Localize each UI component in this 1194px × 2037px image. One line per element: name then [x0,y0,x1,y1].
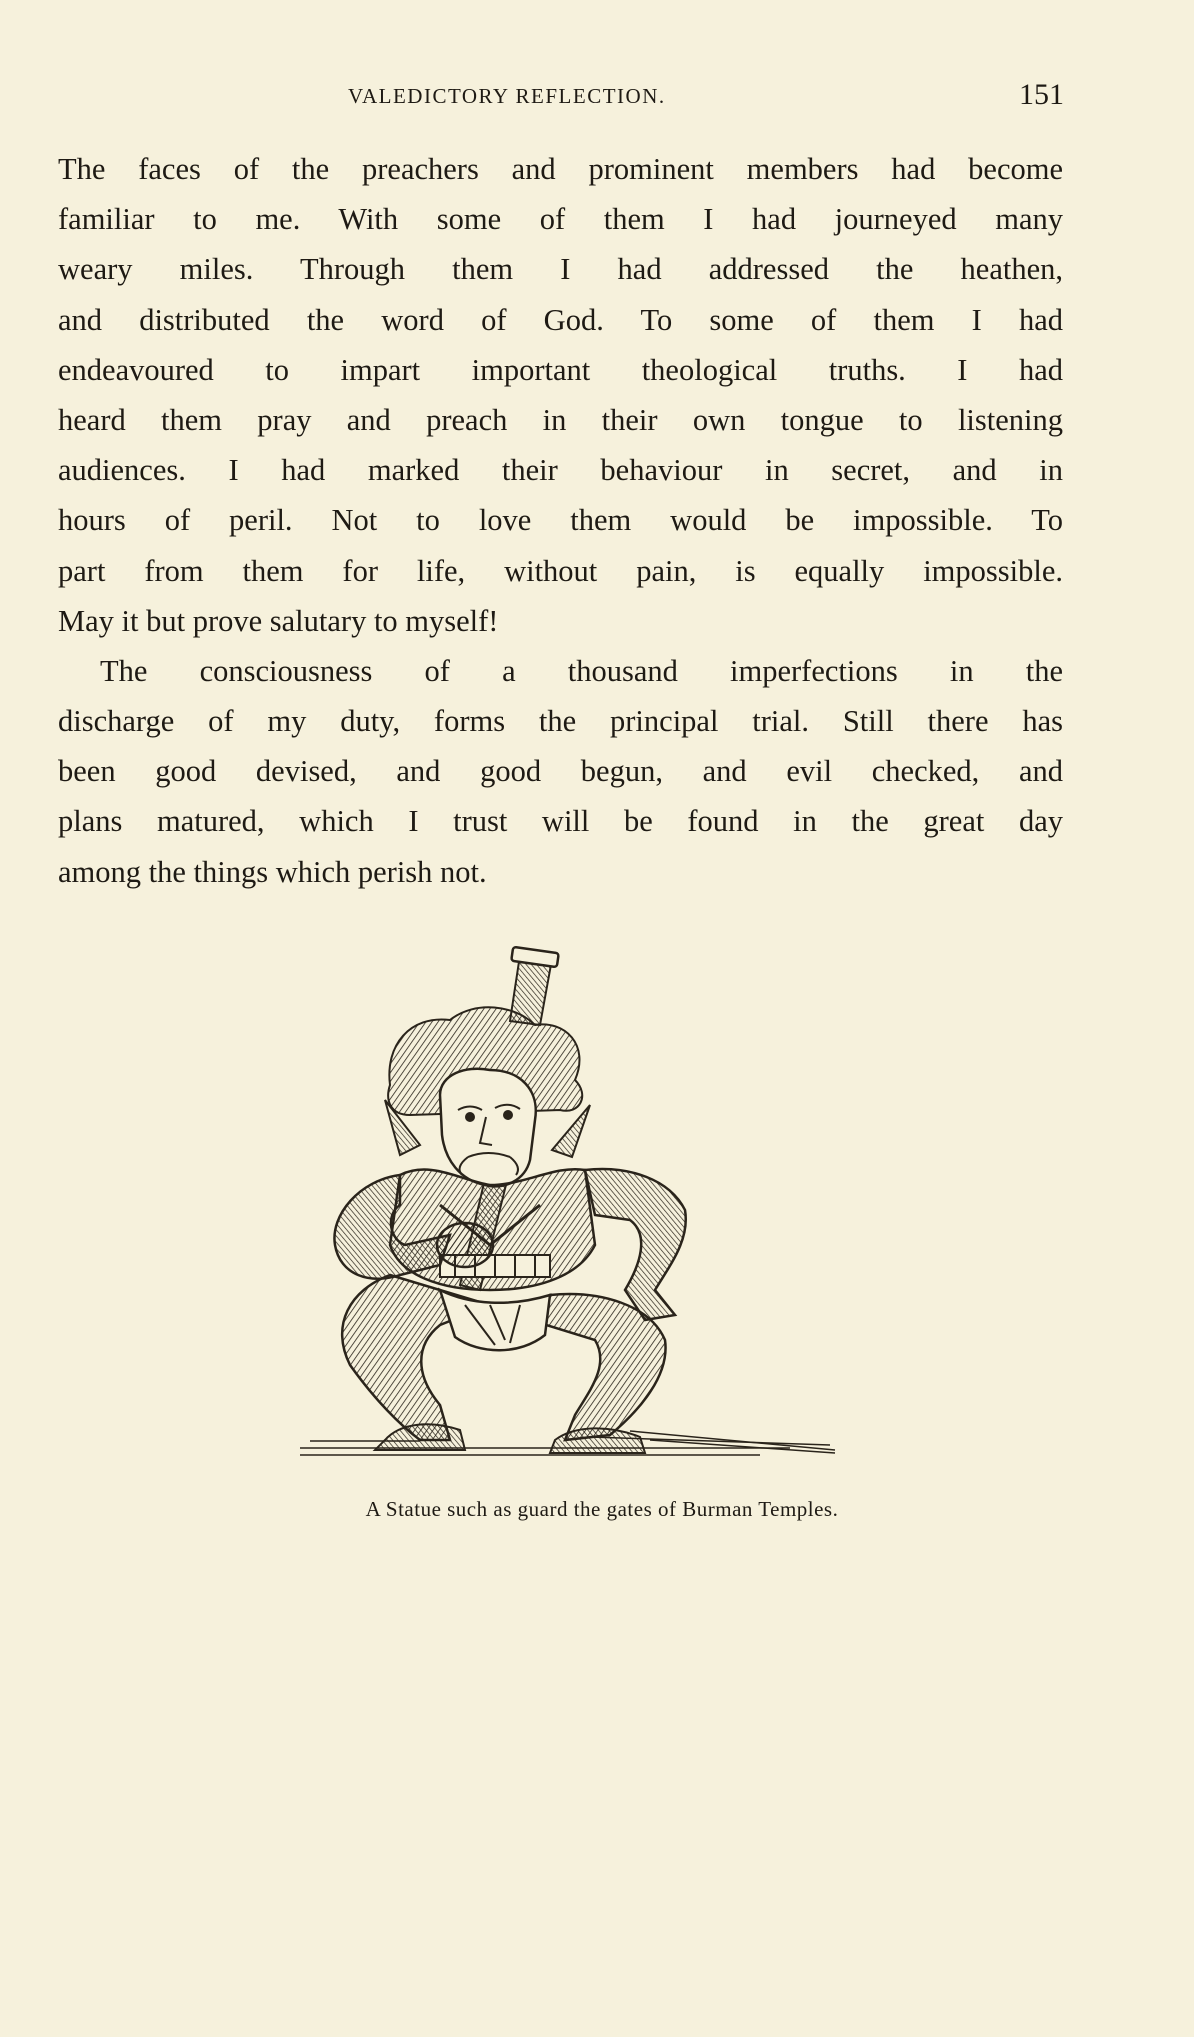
text-line: The consciousness of a thousand imperfections in the [100,653,1063,688]
text-line: hours of peril. Not to love them would be impossible. To [58,503,1063,538]
text-line: audiences. I had marked their behaviour in secret, and in [58,453,1063,488]
running-head [58,78,1064,118]
text-line: among the things which perish not. [58,854,487,889]
text-line: weary miles. Through them I had addressed the heathen, [58,252,1063,287]
text-line: endeavoured to impart important theological truths. I had [58,352,1063,387]
text-line: familiar to me. With some of them I had journeyed many [58,202,1063,237]
statue-illustration [290,945,850,1475]
text-line: plans matured, which I trust will be found in the great day [58,804,1063,839]
figure-caption: A Statue such as guard the gates of Burman Temples. [365,1497,839,1521]
text-line: The faces of the preachers and prominent members had become [58,152,1063,186]
running-title: VALEDICTORY REFLECTION. [348,84,666,108]
text-line: been good devised, and good begun, and evil checked, and [58,754,1063,789]
text-line: heard them pray and preach in their own tongue to listening [58,402,1063,437]
body-text [58,144,1063,897]
text-line: part from them for life, without pain, is equally impossible. [58,553,1063,588]
text-line: May it but prove salutary to myself! [58,603,499,638]
page-number: 151 [1019,78,1064,111]
text-line: and distributed the word of God. To some of them I had [58,302,1063,337]
statue-engraving-icon [290,945,850,1475]
text-line: discharge of my duty, forms the principal trial. Still there has [58,704,1063,739]
